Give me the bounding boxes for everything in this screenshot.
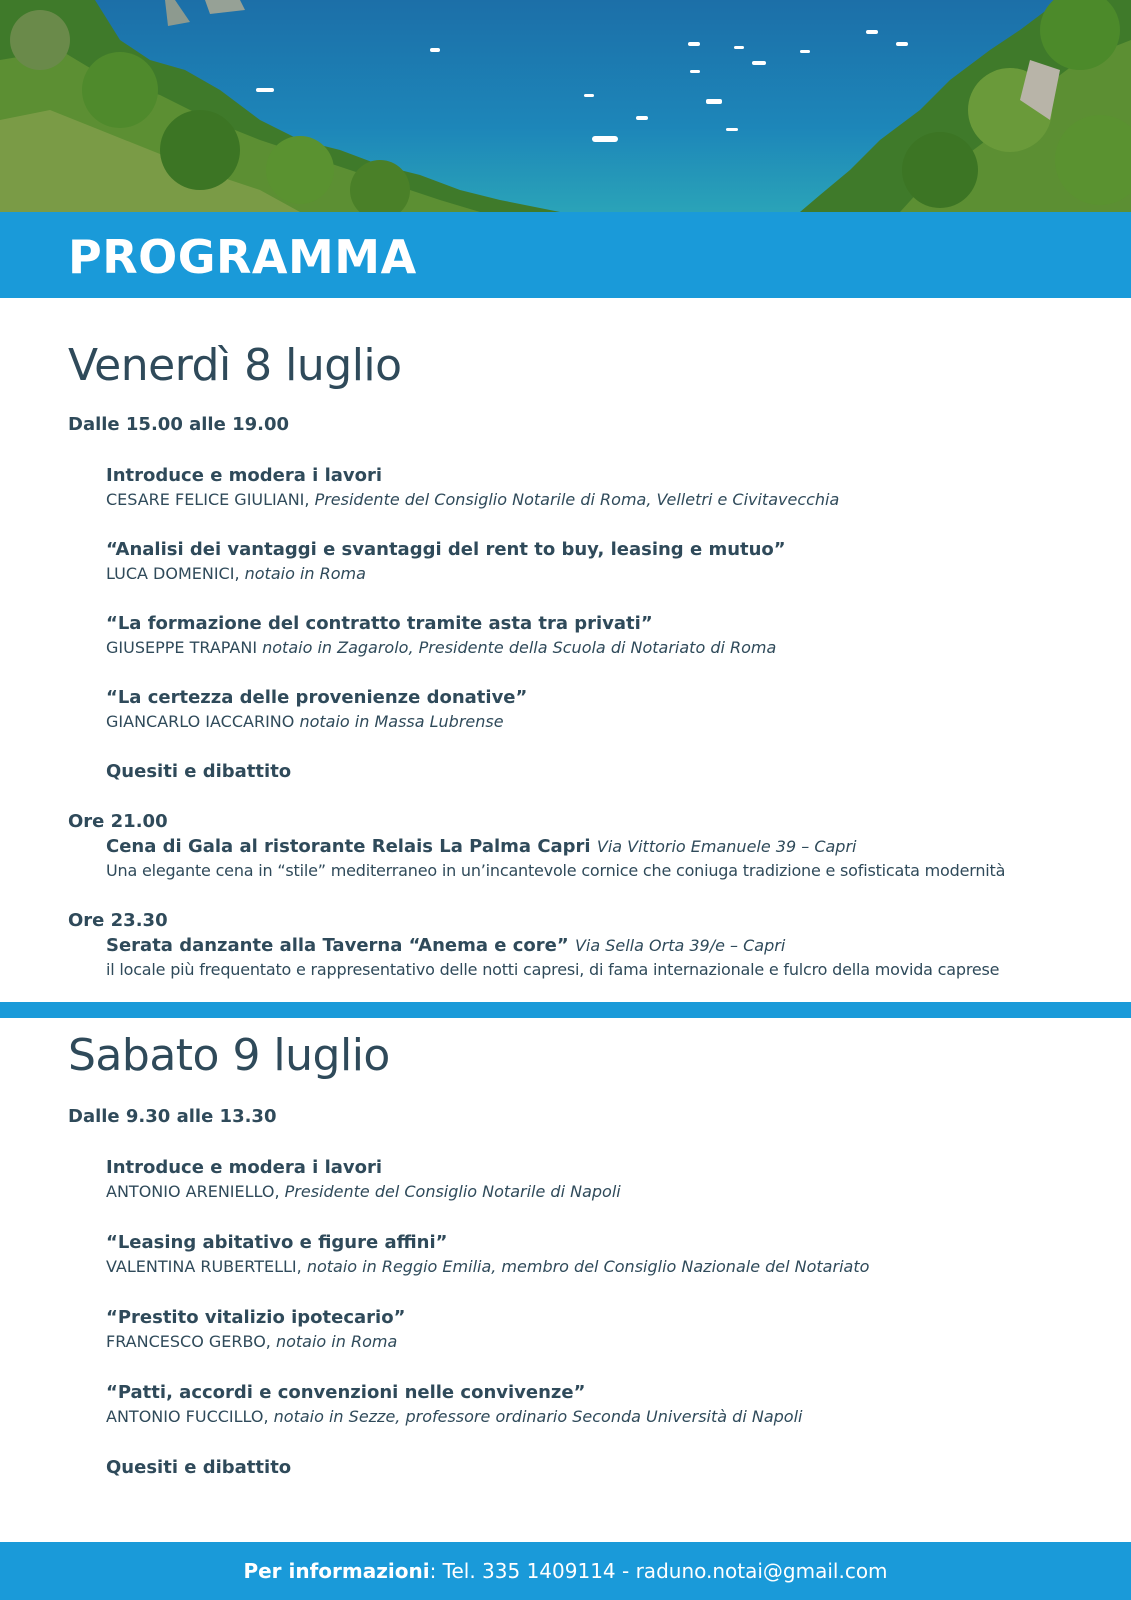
speaker-name: VALENTINA RUBERTELLI, — [106, 1257, 307, 1276]
speaker-role: notaio in Zagarolo, Presidente della Scuola di Notariato di Roma — [262, 638, 777, 657]
footer-label: Per informazioni — [243, 1559, 430, 1583]
speaker-role: notaio in Massa Lubrense — [299, 712, 504, 731]
day-title: Venerdì 8 luglio — [68, 340, 402, 391]
section-divider — [0, 1002, 1131, 1018]
event-place: Via Sella Orta 39/e – Capri — [574, 936, 786, 955]
item-title: “Leasing abitativo e figure affini” — [106, 1232, 448, 1253]
session-time: Dalle 9.30 alle 13.30 — [68, 1106, 277, 1127]
session-time: Dalle 15.00 alle 19.00 — [68, 414, 290, 435]
item-title: “Patti, accordi e convenzioni nelle convivenze” — [106, 1382, 586, 1403]
program-item — [106, 537, 1086, 586]
speaker-name: ANTONIO FUCCILLO, — [106, 1407, 274, 1426]
event-place: Via Vittorio Emanuele 39 – Capri — [596, 837, 857, 856]
speaker-role: notaio in Reggio Emilia, membro del Consiglio Nazionale del Notariato — [306, 1257, 870, 1276]
program-item — [106, 1230, 1086, 1279]
speaker-role: notaio in Roma — [244, 564, 366, 583]
program-item — [106, 611, 1086, 660]
speaker-name: FRANCESCO GERBO, — [106, 1332, 276, 1351]
item-title: Quesiti e dibattito — [106, 761, 292, 782]
item-title: Introduce e modera i lavori — [106, 1157, 383, 1178]
program-item — [106, 759, 1086, 784]
item-title: “Analisi dei vantaggi e svantaggi del rent to buy, leasing e mutuo” — [106, 539, 786, 560]
item-title: “Prestito vitalizio ipotecario” — [106, 1307, 406, 1328]
footer-contact[interactable]: : Tel. 335 1409114 - raduno.notai@gmail.com — [429, 1559, 888, 1583]
item-title: “La formazione del contratto tramite asta tra privati” — [106, 613, 653, 634]
event-item — [106, 933, 1086, 982]
speaker-name: ANTONIO ARENIELLO, — [106, 1182, 285, 1201]
event-description: il locale più frequentato e rappresentativo delle notti capresi, di fama internazionale e fulcro della movida caprese — [106, 960, 1000, 979]
program-item — [106, 1455, 1086, 1480]
session-time: Ore 23.30 — [68, 910, 168, 931]
speaker-role: Presidente del Consiglio Notarile di Napoli — [284, 1182, 621, 1201]
event-title: Cena di Gala al ristorante Relais La Palma Capri — [106, 836, 597, 857]
day-title: Sabato 9 luglio — [68, 1030, 390, 1081]
speaker-name: GIANCARLO IACCARINO — [106, 712, 300, 731]
item-title: Quesiti e dibattito — [106, 1457, 292, 1478]
speaker-name: CESARE FELICE GIULIANI, — [106, 490, 315, 509]
page-title: PROGRAMMA — [68, 230, 417, 284]
program-item — [106, 1305, 1086, 1354]
program-item — [106, 685, 1086, 734]
footer-info-bar — [0, 1542, 1131, 1600]
item-title: Introduce e modera i lavori — [106, 465, 383, 486]
event-title: Serata danzante alla Taverna “Anema e core” — [106, 935, 575, 956]
hero-image — [0, 0, 1131, 212]
program-item — [106, 463, 1086, 512]
program-item — [106, 1380, 1086, 1429]
session-time: Ore 21.00 — [68, 811, 168, 832]
speaker-role: notaio in Sezze, professore ordinario Seconda Università di Napoli — [273, 1407, 803, 1426]
title-band — [0, 212, 1131, 298]
speaker-name: LUCA DOMENICI, — [106, 564, 245, 583]
event-description: Una elegante cena in “stile” mediterraneo in un’incantevole cornice che coniuga tradizione e sofisticata modernità — [106, 861, 1006, 880]
speaker-role: Presidente del Consiglio Notarile di Roma, Velletri e Civitavecchia — [314, 490, 840, 509]
speaker-role: notaio in Roma — [275, 1332, 398, 1351]
speaker-name: GIUSEPPE TRAPANI — [106, 638, 263, 657]
item-title: “La certezza delle provenienze donative” — [106, 687, 528, 708]
program-item — [106, 1155, 1086, 1204]
event-item — [106, 834, 1086, 883]
